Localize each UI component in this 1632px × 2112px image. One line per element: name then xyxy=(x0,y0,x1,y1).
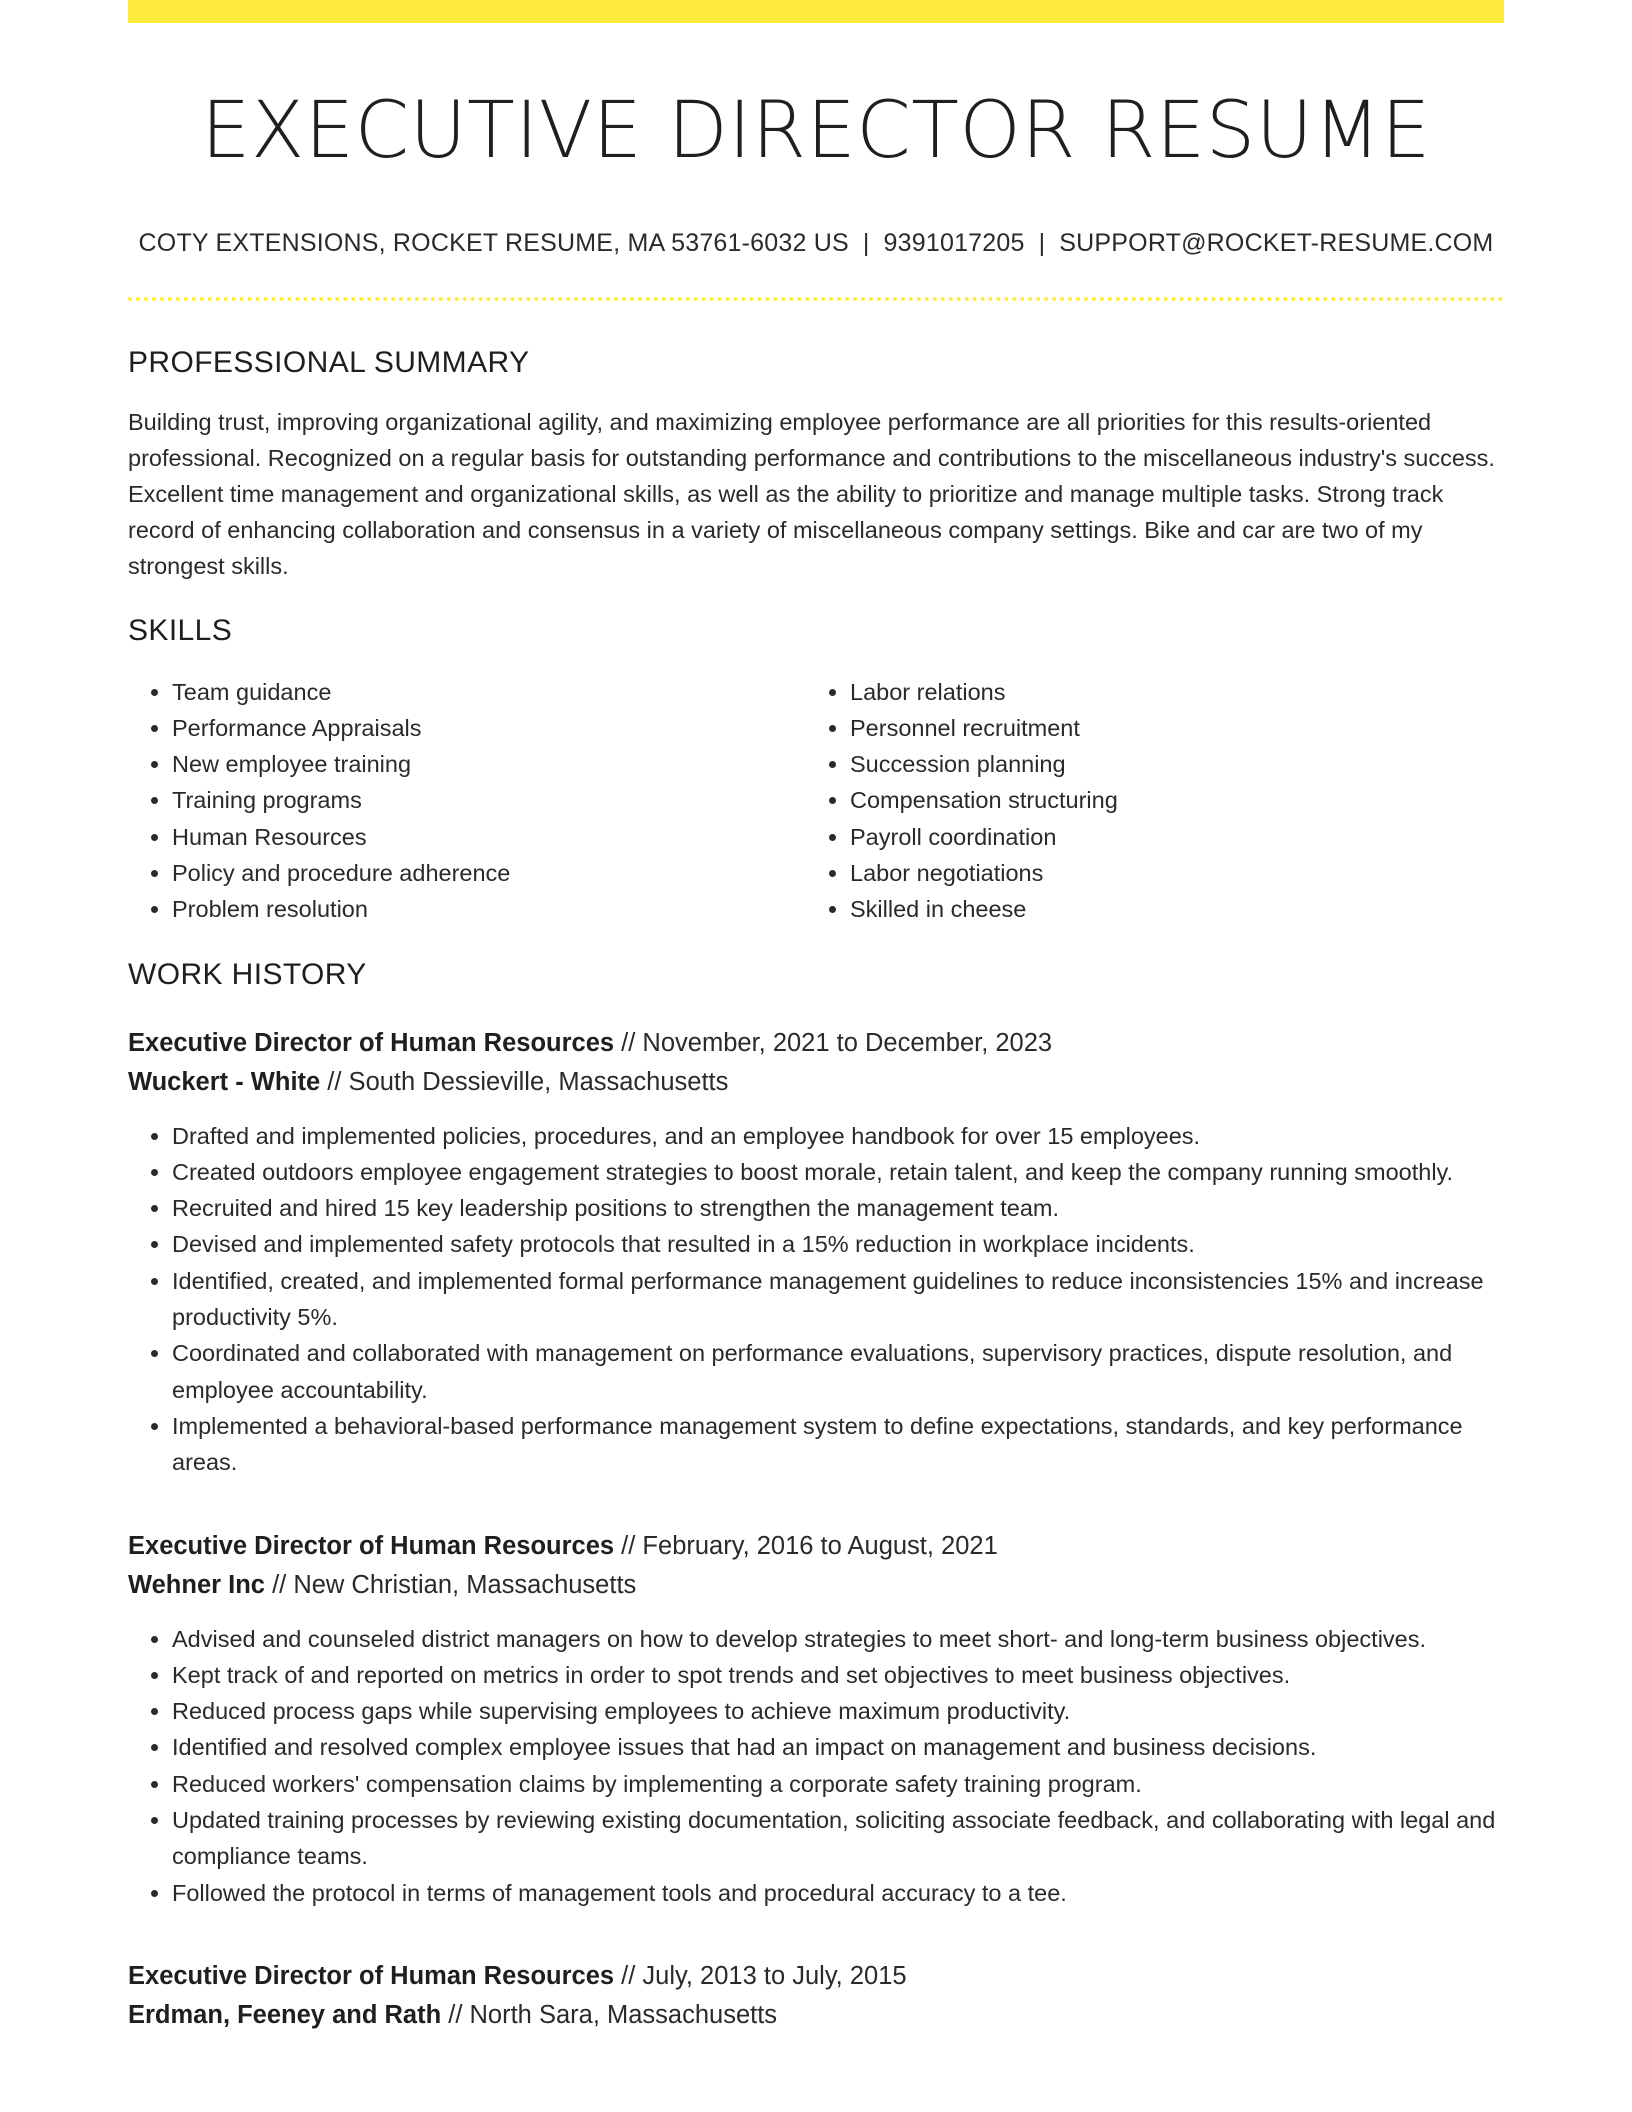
job-entry xyxy=(128,1024,1504,1481)
job-title: Executive Director of Human Resources xyxy=(128,1961,615,1990)
job-bullet: • Implemented a behavioral-based performance management system to define expectations, standards, and key performance areas. xyxy=(172,1408,1504,1481)
job-bullet: • Followed the protocol in terms of management tools and procedural accuracy to a tee. xyxy=(172,1875,1504,1911)
skill-item: • Problem resolution xyxy=(172,891,806,927)
job-bullet: • Reduced workers' compensation claims by implementing a corporate safety training program. xyxy=(172,1766,1504,1802)
skill-item: • Compensation structuring xyxy=(850,782,1484,818)
contact-email: SUPPORT@ROCKET-RESUME.COM xyxy=(1059,228,1494,257)
job-bullet: • Devised and implemented safety protocols that resulted in a 15% reduction in workplace incidents. xyxy=(172,1226,1504,1262)
skill-item: • New employee training xyxy=(172,746,806,782)
job-entry xyxy=(128,1527,1504,1911)
resume-page xyxy=(128,0,1504,2035)
skill-item: • Policy and procedure adherence xyxy=(172,855,806,891)
job-title-line xyxy=(128,1024,1504,1063)
job-title-line xyxy=(128,1527,1504,1566)
work-history-heading: WORK HISTORY xyxy=(128,957,367,991)
contact-separator: | xyxy=(1038,228,1046,257)
job-location: // North Sara, Massachusetts xyxy=(441,2000,778,2029)
resume-title: EXECUTIVE DIRECTOR RESUME xyxy=(201,86,1431,176)
contact-line xyxy=(128,229,1504,258)
job-bullet: • Identified, created, and implemented formal performance management guidelines to reduce inconsistencies 15% and increase productivity 5%. xyxy=(172,1263,1504,1336)
job-title: Executive Director of Human Resources xyxy=(128,1531,615,1560)
job-title-line xyxy=(128,1957,1504,1996)
job-company-line xyxy=(128,1566,1504,1605)
job-location: // New Christian, Massachusetts xyxy=(264,1570,637,1599)
job-location: // South Dessieville, Massachusetts xyxy=(320,1067,729,1096)
job-bullet: • Coordinated and collaborated with management on performance evaluations, supervisory practices, dispute resolution, and employee accountability. xyxy=(172,1335,1504,1408)
skills-heading: SKILLS xyxy=(128,613,233,647)
contact-separator: | xyxy=(862,228,870,257)
skill-item: • Team guidance xyxy=(172,674,806,710)
job-bullet: • Advised and counseled district managers on how to develop strategies to meet short- and long-term business objectives. xyxy=(172,1621,1504,1657)
job-company: Erdman, Feeney and Rath xyxy=(128,2000,442,2029)
job-bullet: • Reduced process gaps while supervising employees to achieve maximum productivity. xyxy=(172,1693,1504,1729)
job-bullet: • Created outdoors employee engagement strategies to boost morale, retain talent, and keep the company running smoothly. xyxy=(172,1154,1504,1190)
skill-item: • Payroll coordination xyxy=(850,819,1484,855)
skill-item: • Succession planning xyxy=(850,746,1484,782)
job-dates: // July, 2013 to July, 2015 xyxy=(614,1961,907,1990)
summary-text: Building trust, improving organizational agility, and maximizing employee performance are all priorities for this results-oriented professional. Recognized on a regular basis for outstanding performance and contributions to the miscellaneous industry's success. Excellent time management and organizational skills, as well as the ability to prioritize and manage multiple tasks. Strong track record of enhancing collaboration and consensus in a variety of miscellaneous company settings. Bike and car are two of my strongest skills. xyxy=(128,408,1495,579)
skills-grid xyxy=(128,674,1504,928)
skill-item: • Skilled in cheese xyxy=(850,891,1484,927)
job-entry xyxy=(128,1957,1504,2035)
job-company: Wuckert - White xyxy=(128,1067,321,1096)
summary-heading: PROFESSIONAL SUMMARY xyxy=(128,345,530,379)
job-bullet: • Drafted and implemented policies, procedures, and an employee handbook for over 15 employees. xyxy=(172,1118,1504,1154)
job-dates: // February, 2016 to August, 2021 xyxy=(614,1531,998,1560)
job-company-line xyxy=(128,1063,1504,1102)
skill-item: • Personnel recruitment xyxy=(850,710,1484,746)
skill-item: • Performance Appraisals xyxy=(172,710,806,746)
skills-list-right xyxy=(806,674,1484,928)
job-company-line xyxy=(128,1996,1504,2035)
job-bullet-list xyxy=(128,1118,1504,1481)
job-bullet: • Identified and resolved complex employee issues that had an impact on management and business decisions. xyxy=(172,1729,1504,1765)
job-bullet: • Kept track of and reported on metrics in order to spot trends and set objectives to meet business objectives. xyxy=(172,1657,1504,1693)
skill-item: • Training programs xyxy=(172,782,806,818)
job-bullet: • Recruited and hired 15 key leadership positions to strengthen the management team. xyxy=(172,1190,1504,1226)
skill-item: • Labor relations xyxy=(850,674,1484,710)
job-company: Wehner Inc xyxy=(128,1570,265,1599)
dotted-divider xyxy=(128,297,1504,301)
job-bullet: • Updated training processes by reviewing existing documentation, soliciting associate feedback, and collaborating with legal and compliance teams. xyxy=(172,1802,1504,1875)
job-bullet-list xyxy=(128,1621,1504,1911)
job-dates: // November, 2021 to December, 2023 xyxy=(614,1028,1053,1057)
skill-item: • Labor negotiations xyxy=(850,855,1484,891)
contact-address: COTY EXTENSIONS, ROCKET RESUME, MA 53761-6032 US xyxy=(138,228,849,257)
top-accent-bar xyxy=(128,0,1504,23)
contact-phone: 9391017205 xyxy=(883,228,1025,257)
skill-item: • Human Resources xyxy=(172,819,806,855)
skills-list-left xyxy=(128,674,806,928)
job-title: Executive Director of Human Resources xyxy=(128,1028,615,1057)
